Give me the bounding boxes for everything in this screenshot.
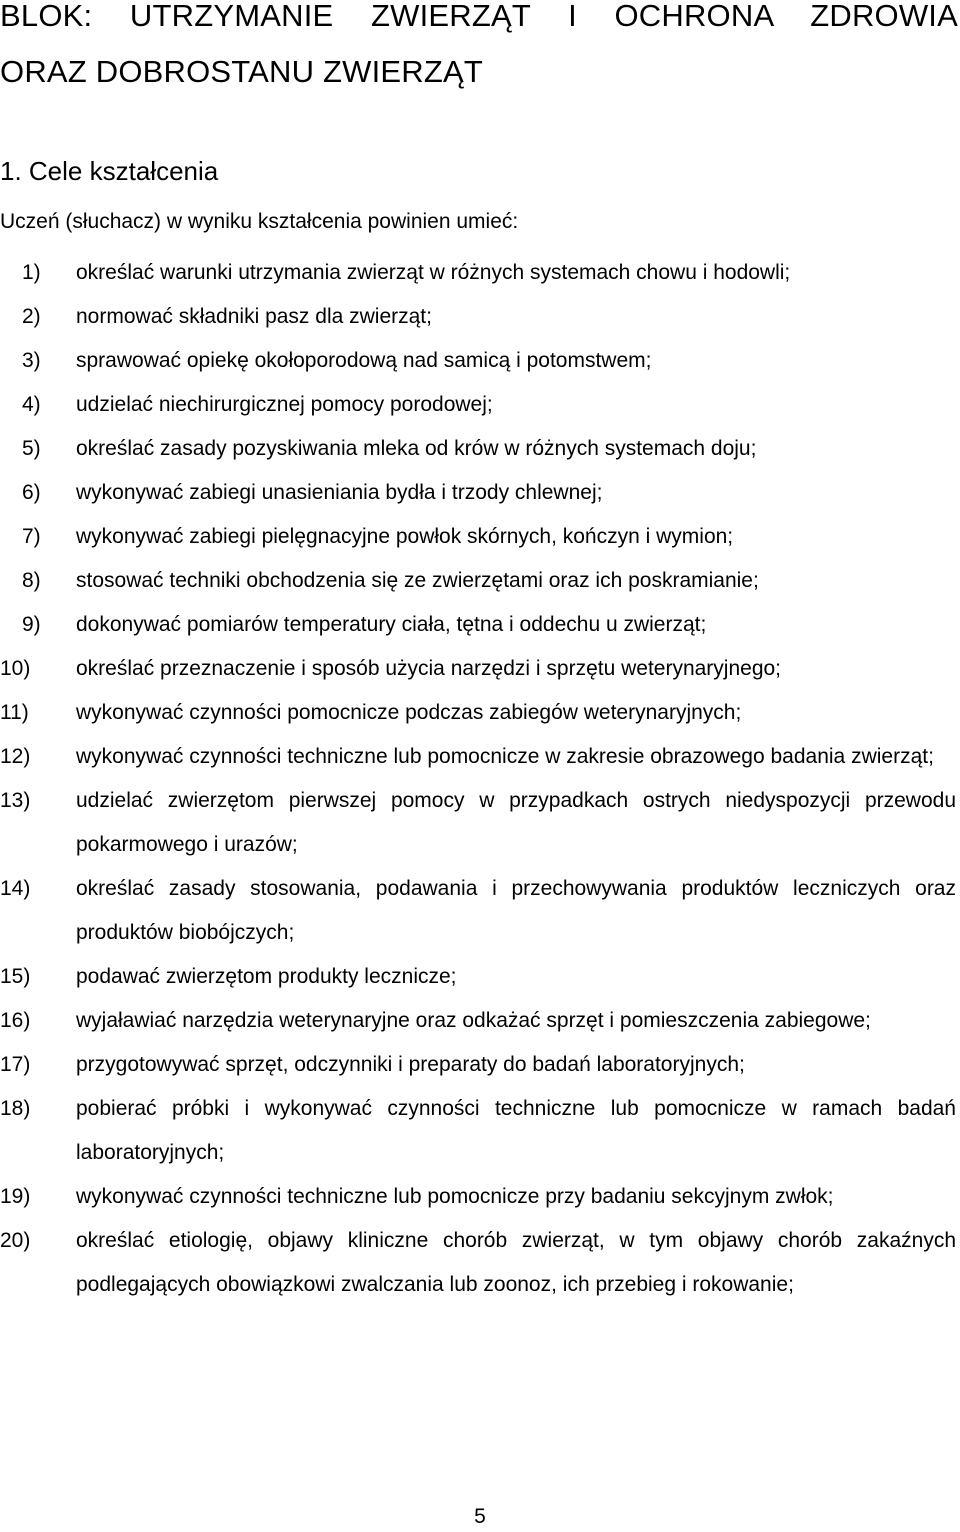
list-item-number: 20) <box>0 1229 31 1252</box>
list-item-number: 14) <box>0 877 31 900</box>
list-item-text: wykonywać czynności pomocnicze podczas zabiegów weterynaryjnych; <box>76 701 742 724</box>
list-item-text: przygotowywać sprzęt, odczynniki i preparaty do badań laboratoryjnych; <box>76 1053 745 1076</box>
list-item-number: 5) <box>22 437 41 460</box>
list-item-number: 11) <box>0 701 29 724</box>
list-item <box>0 779 960 867</box>
list-item <box>0 295 960 339</box>
list-item-number: 18) <box>0 1097 31 1120</box>
list-item <box>0 999 960 1043</box>
list-item <box>0 1219 960 1307</box>
list-item <box>0 383 960 427</box>
list-item-text: wykonywać czynności techniczne lub pomocnicze przy badaniu sekcyjnym zwłok; <box>76 1185 834 1208</box>
list-item <box>0 251 960 295</box>
list-item <box>0 559 960 603</box>
list-item-number: 12) <box>0 745 31 768</box>
list-item-number: 3) <box>22 349 41 372</box>
list-item <box>0 867 960 955</box>
list-item-number: 10) <box>0 657 31 680</box>
list-item-number: 8) <box>22 569 41 592</box>
list-item-number: 7) <box>22 525 41 548</box>
list-item-text: określać zasady pozyskiwania mleka od krów w różnych systemach doju; <box>76 437 757 460</box>
list-item-number: 1) <box>22 261 41 284</box>
list-item-text: podawać zwierzętom produkty lecznicze; <box>76 965 457 988</box>
list-item-number: 19) <box>0 1185 31 1208</box>
list-item-number: 4) <box>22 393 41 416</box>
list-item-text: sprawować opiekę okołoporodową nad samicą i potomstwem; <box>76 349 652 372</box>
list-item-text: wyjaławiać narzędzia weterynaryjne oraz odkażać sprzęt i pomieszczenia zabiegowe; <box>76 1009 871 1032</box>
block-heading-line-2: ORAZ DOBROSTANU ZWIERZĄT <box>0 54 483 89</box>
list-item <box>0 955 960 999</box>
list-item-number: 17) <box>0 1053 31 1076</box>
list-item-text: wykonywać czynności techniczne lub pomocnicze w zakresie obrazowego badania zwierząt; <box>76 745 934 768</box>
list-item <box>0 1087 960 1175</box>
list-item <box>0 339 960 383</box>
list-item <box>0 515 960 559</box>
list-item-text: udzielać niechirurgicznej pomocy porodowej; <box>76 393 493 416</box>
list-item <box>0 647 960 691</box>
learning-objectives-list <box>0 251 960 1307</box>
list-item <box>0 427 960 471</box>
list-item-number: 9) <box>22 613 41 636</box>
block-heading-line-1: BLOK: UTRZYMANIE ZWIERZĄT I OCHRONA ZDROWIA <box>0 0 958 33</box>
list-item-text: normować składniki pasz dla zwierząt; <box>76 305 432 328</box>
list-item-text: udzielać zwierzętom pierwszej pomocy w przypadkach ostrych niedyspozycji przewodu pokarmowego i urazów; <box>76 789 956 856</box>
list-item-text: wykonywać zabiegi unasieniania bydła i trzody chlewnej; <box>76 481 603 504</box>
list-item-number: 16) <box>0 1009 31 1032</box>
section-intro: Uczeń (słuchacz) w wyniku kształcenia powinien umieć: <box>0 210 519 233</box>
list-item-text: stosować techniki obchodzenia się ze zwierzętami oraz ich poskramianie; <box>76 569 759 592</box>
list-item <box>0 603 960 647</box>
list-item <box>0 691 960 735</box>
list-item-text: wykonywać zabiegi pielęgnacyjne powłok skórnych, kończyn i wymion; <box>76 525 734 548</box>
list-item <box>0 735 960 779</box>
list-item-text: określać etiologię, objawy kliniczne chorób zwierząt, w tym objawy chorób zakaźnych podlegających obowiązkowi zwalczania lub zoonoz, ich przebieg i rokowanie; <box>76 1229 956 1296</box>
list-item <box>0 1043 960 1087</box>
list-item <box>0 471 960 515</box>
list-item-number: 13) <box>0 789 31 812</box>
page-number: 5 <box>474 1505 486 1528</box>
list-item-number: 6) <box>22 481 41 504</box>
list-item-text: określać zasady stosowania, podawania i przechowywania produktów leczniczych oraz produktów biobójczych; <box>76 877 956 944</box>
list-item-number: 15) <box>0 965 31 988</box>
list-item-text: określać warunki utrzymania zwierząt w różnych systemach chowu i hodowli; <box>76 261 791 284</box>
list-item-text: określać przeznaczenie i sposób użycia narzędzi i sprzętu weterynaryjnego; <box>76 657 782 680</box>
list-item-text: pobierać próbki i wykonywać czynności techniczne lub pomocnicze w ramach badań laboratoryjnych; <box>76 1097 956 1164</box>
list-item-number: 2) <box>22 305 41 328</box>
list-item-text: dokonywać pomiarów temperatury ciała, tętna i oddechu u zwierząt; <box>76 613 707 636</box>
list-item <box>0 1175 960 1219</box>
section-title: 1. Cele kształcenia <box>0 156 219 186</box>
